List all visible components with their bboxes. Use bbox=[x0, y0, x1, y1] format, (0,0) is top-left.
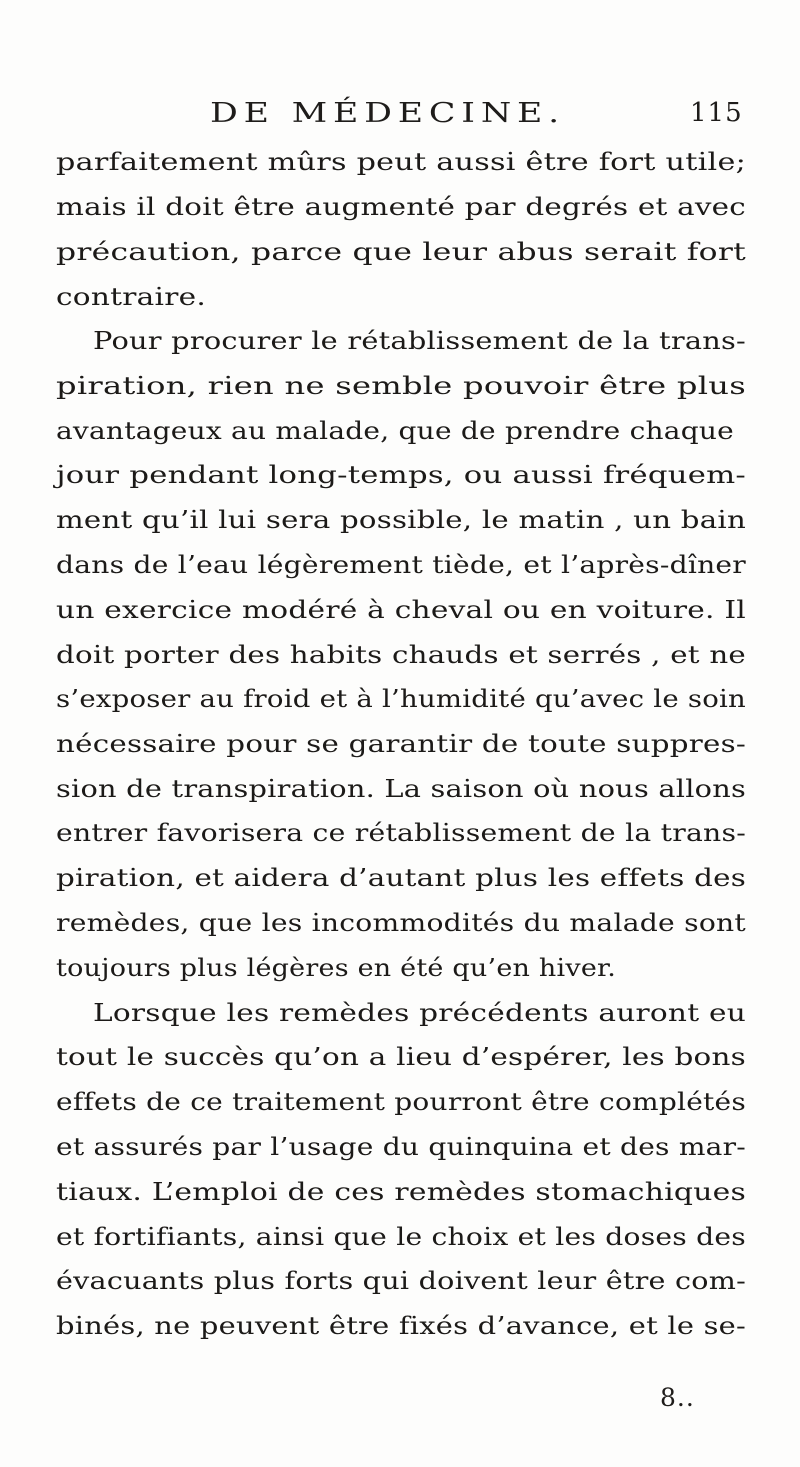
text-line: contraire. bbox=[56, 282, 206, 311]
text-line: doit porter des habits chauds et serrés , et ne bbox=[56, 640, 746, 669]
text-line: binés, ne peuvent être fixés d’avance, et le se- bbox=[56, 1311, 746, 1340]
text-line: entrer favorisera ce rétablissement de la trans- bbox=[56, 818, 746, 847]
text-line: Lorsque les remèdes précédents auront eu bbox=[93, 998, 746, 1027]
text-line: précaution, parce que leur abus serait fort bbox=[56, 237, 746, 266]
text-line: avantageux au malade, que de prendre chaque bbox=[56, 416, 734, 445]
signature-mark: 8.. bbox=[660, 1383, 695, 1412]
text-line: et fortifiants, ainsi que le choix et les doses des bbox=[56, 1222, 746, 1251]
running-title: DE MÉDECINE. bbox=[210, 98, 565, 129]
text-line: remèdes, que les incommodités du malade sont bbox=[56, 908, 746, 937]
text-line: parfaitement mûrs peut aussi être fort utile; bbox=[56, 147, 746, 176]
page-number: 115 bbox=[690, 98, 743, 128]
text-line: un exercice modéré à cheval ou en voiture. Il bbox=[56, 595, 747, 624]
text-line: dans de l’eau légèrement tiède, et l’après-dîner bbox=[56, 550, 746, 579]
text-line: effets de ce traitement pourront être complétés bbox=[56, 1087, 746, 1116]
text-line: s’exposer au froid et à l’humidité qu’avec le soin bbox=[56, 684, 746, 713]
text-line: évacuants plus forts qui doivent leur être com- bbox=[56, 1266, 746, 1295]
text-line: sion de transpiration. La saison où nous allons bbox=[56, 774, 746, 803]
text-line: ment qu’il lui sera possible, le matin , un bain bbox=[56, 505, 746, 534]
text-line: piration, rien ne semble pouvoir être plus bbox=[56, 371, 746, 400]
text-line: et assurés par l’usage du quinquina et des mar- bbox=[56, 1132, 746, 1161]
text-line: toujours plus légères en été qu’en hiver. bbox=[56, 953, 616, 982]
text-line: tout le succès qu’on a lieu d’espérer, les bons bbox=[56, 1042, 746, 1071]
text-line: Pour procurer le rétablissement de la trans- bbox=[93, 326, 746, 355]
text-line: mais il doit être augmenté par degrés et avec bbox=[56, 192, 746, 221]
text-line: jour pendant long-temps, ou aussi fréquem- bbox=[56, 460, 746, 489]
text-line: nécessaire pour se garantir de toute suppres- bbox=[56, 729, 746, 758]
text-line: tiaux. L’emploi de ces remèdes stomachiques bbox=[56, 1177, 747, 1206]
text-line: piration, et aidera d’autant plus les effets des bbox=[56, 863, 746, 892]
